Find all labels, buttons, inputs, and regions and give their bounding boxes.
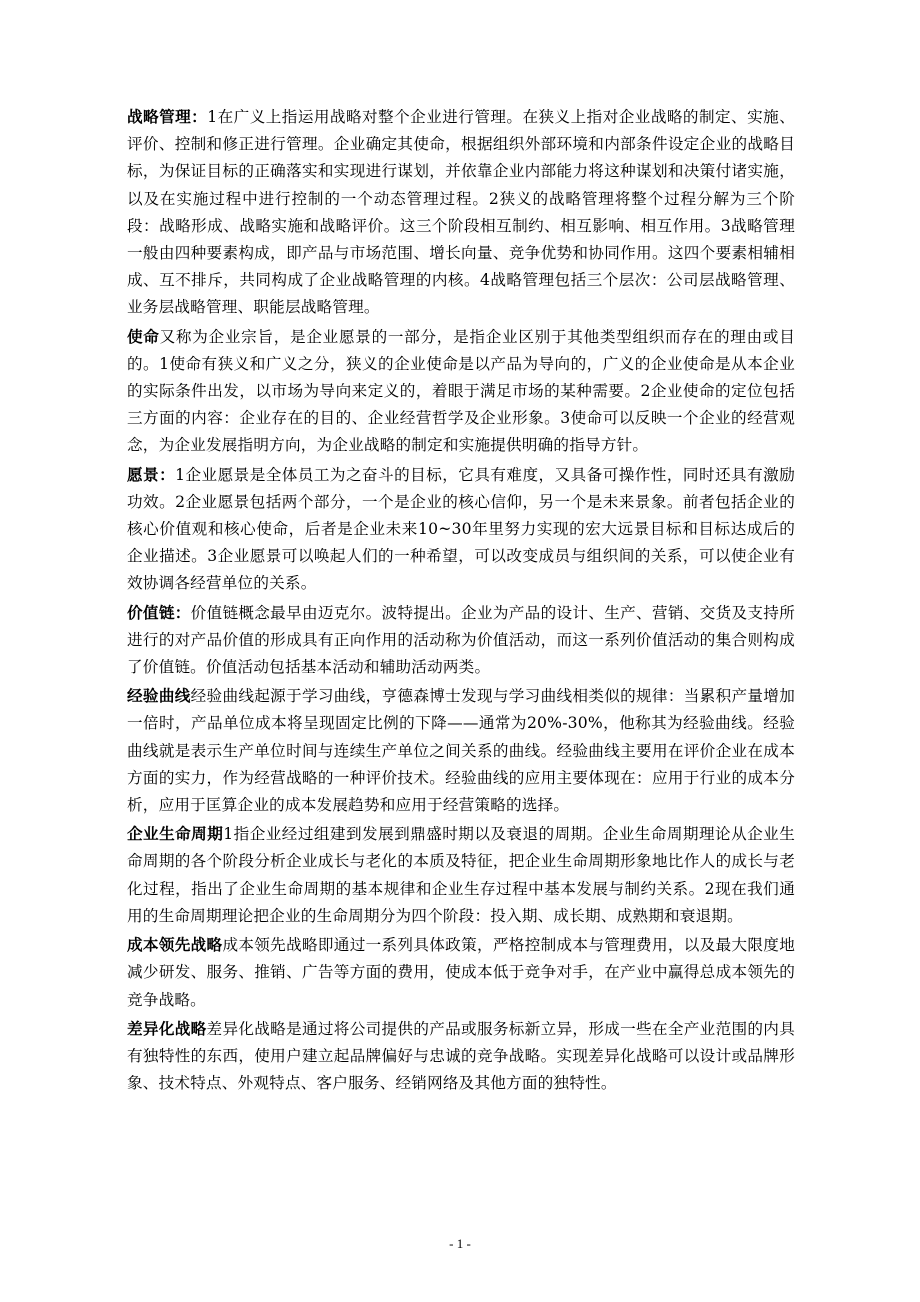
term-cost-leadership: 成本领先战略 [127, 936, 223, 955]
definition-strategic-management: 1在广义上指运用战略对整个企业进行管理。在狭义上指对企业战略的制定、实施、评价、控制和修正进行管理。企业确定其使命，根据组织外部环境和内部条件设定企业的战略目标，为保证目标的正确落实和实现进行谋划，并依靠企业内部能力将这种谋划和决策付诸实施，以及在实施过程中进行控制的一个动态管理过程。2狭义的战略管理将整个过程分解为三个阶段：战略形成、战略实施和战略评价。这三个阶段相互制约、相互影响、相互作用。3战略管理一般由四种要素构成，即产品与市场范围、增长向量、竞争优势和协同作用。这四个要素相辅相成、互不排斥，共同构成了企业战略管理的内核。4战略管理包括三个层次：公司层战略管理、业务层战略管理、职能层战略管理。 [127, 108, 795, 317]
paragraph-enterprise-life-cycle [127, 821, 795, 930]
definition-differentiation: 差异化战略是通过将公司提供的产品或服务标新立异，形成一些在全产业范围的内具有独特性的东西，使用户建立起品牌偏好与忠诚的竞争战略。实现差异化战略可以设计或品牌形象、技术特点、外观特点、客户服务、经销网络及其他方面的独特性。 [127, 1019, 795, 1093]
term-vision: 愿景： [127, 465, 176, 484]
term-mission: 使命 [127, 327, 160, 346]
paragraph-experience-curve [127, 683, 795, 819]
paragraph-strategic-management [127, 104, 795, 322]
paragraph-value-chain [127, 600, 795, 682]
definition-enterprise-life-cycle: 1指企业经过组建到发展到鼎盛时期以及衰退的周期。企业生命周期理论从企业生命周期的各个阶段分析企业成长与老化的本质及特征，把企业生命周期形象地比作人的成长与老化过程，指出了企业生命周期的基本规律和企业生存过程中基本发展与制约关系。2现在我们通用的生命周期理论把企业的生命周期分为四个阶段：投入期、成长期、成熟期和衰退期。 [127, 825, 796, 925]
paragraph-mission [127, 324, 795, 460]
paragraph-vision [127, 462, 795, 598]
term-value-chain: 价值链： [127, 603, 191, 622]
definition-cost-leadership: 成本领先战略即通过一系列具体政策，严格控制成本与管理费用，以及最大限度地减少研发、服务、推销、广告等方面的费用，使成本低于竞争对手，在产业中赢得总成本领先的竞争战略。 [127, 936, 796, 1009]
term-differentiation: 差异化战略 [127, 1019, 207, 1038]
page-number: - 1 - [449, 1236, 471, 1251]
definition-value-chain: 价值链概念最早由迈克尔。波特提出。企业为产品的设计、生产、营销、交货及支持所进行的对产品价值的形成具有正向作用的活动称为价值活动，而这一系列价值活动的集合则构成了价值链。价值活动包括基本活动和辅助活动两类。 [127, 603, 795, 677]
paragraph-cost-leadership [127, 932, 795, 1014]
term-strategic-management: 战略管理： [127, 108, 208, 126]
definition-experience-curve: 经验曲线起源于学习曲线，亨德森博士发现与学习曲线相类似的规律：当累积产量增加一倍时，产品单位成本将呈现固定比例的下降——通常为20%-30%，他称其为经验曲线。经验曲线就是表示生产单位时间与连续生产单位之间关系的曲线。经验曲线主要用在评价企业在成本方面的实力，作为经营战略的一种评价技术。经验曲线的应用主要体现在：应用于行业的成本分析，应用于匡算企业的成本发展趋势和应用于经营策略的选择。 [127, 687, 795, 815]
paragraph-differentiation [127, 1016, 795, 1098]
term-enterprise-life-cycle: 企业生命周期 [127, 825, 224, 844]
term-experience-curve: 经验曲线 [127, 687, 191, 706]
definition-vision: 1企业愿景是全体员工为之奋斗的目标，它具有难度，又具备可操作性，同时还具有激励功效。2企业愿景包括两个部分，一个是企业的核心信仰，另一个是未来景象。前者包括企业的核心价值观和核心使命，后者是企业未来10~30年里努力实现的宏大远景目标和目标达成后的企业描述。3企业愿景可以唤起人们的一种希望，可以改变成员与组织间的关系，可以使企业有效协调各经营单位的关系。 [127, 465, 795, 593]
document-body [127, 104, 795, 1099]
definition-mission: 又称为企业宗旨，是企业愿景的一部分，是指企业区别于其他类型组织而存在的理由或目的。1使命有狭义和广义之分，狭义的企业使命是以产品为导向的，广义的企业使命是从本企业的实际条件出发，以市场为导向来定义的，着眼于满足市场的某种需要。2企业使命的定位包括三方面的内容：企业存在的目的、企业经营哲学及企业形象。3使命可以反映一个企业的经营观念，为企业发展指明方向，为企业战略的制定和实施提供明确的指导方针。 [127, 327, 795, 455]
